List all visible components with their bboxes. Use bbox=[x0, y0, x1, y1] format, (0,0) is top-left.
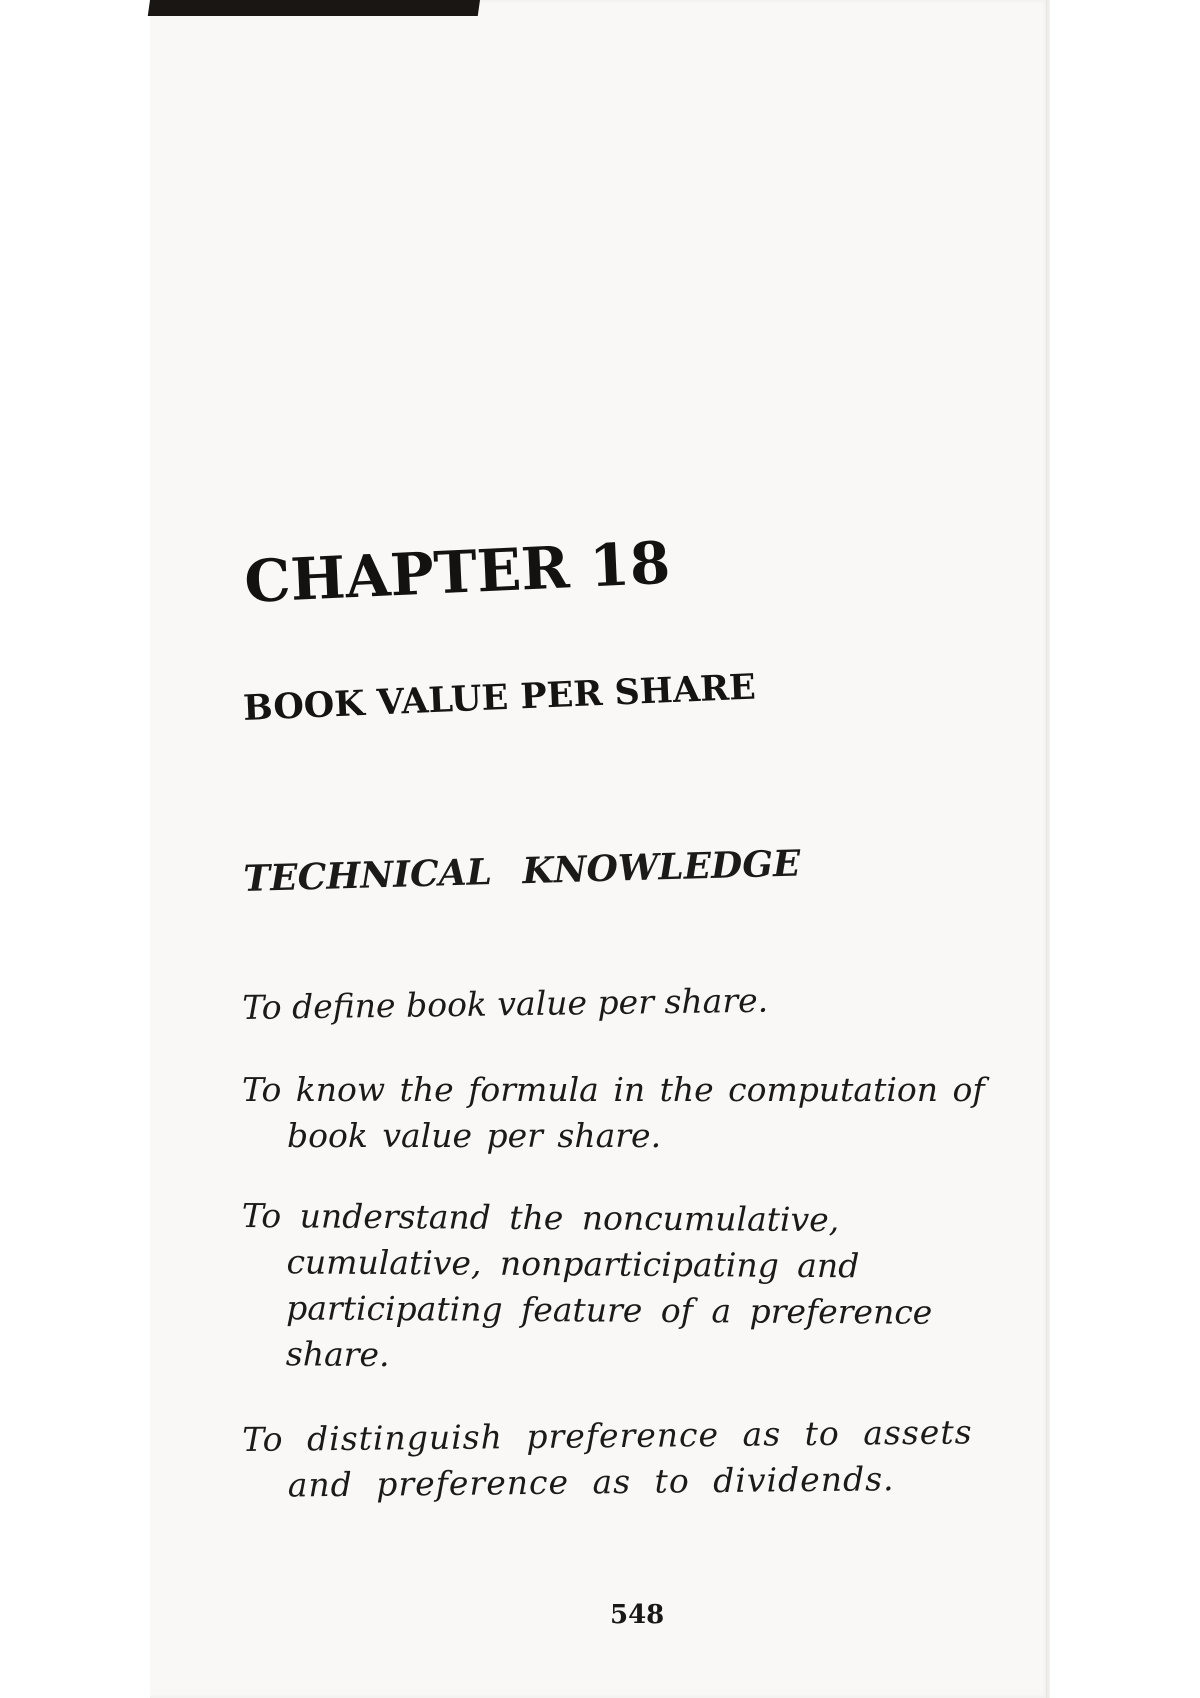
objective-item: To define book value per share. bbox=[242, 980, 769, 1027]
section-heading: BOOK VALUE PER SHARE bbox=[242, 666, 757, 729]
objective-item: To know the formula in the computation of book value per share. bbox=[242, 1070, 985, 1155]
page-edge bbox=[1046, 0, 1050, 1698]
objective-item: To distinguish preference as to assets and preference as to dividends. bbox=[242, 1412, 973, 1505]
subsection-heading: TECHNICAL KNOWLEDGE bbox=[242, 842, 802, 900]
page-number: 548 bbox=[610, 1600, 665, 1630]
chapter-heading: CHAPTER 18 bbox=[242, 528, 672, 616]
objective-item: To understand the noncumulative, cumulative, nonparticipating and participating feature of a preference share. bbox=[241, 1195, 933, 1375]
learning-objectives-list bbox=[241, 980, 1042, 1509]
scan-edge-shadow bbox=[148, 0, 480, 16]
